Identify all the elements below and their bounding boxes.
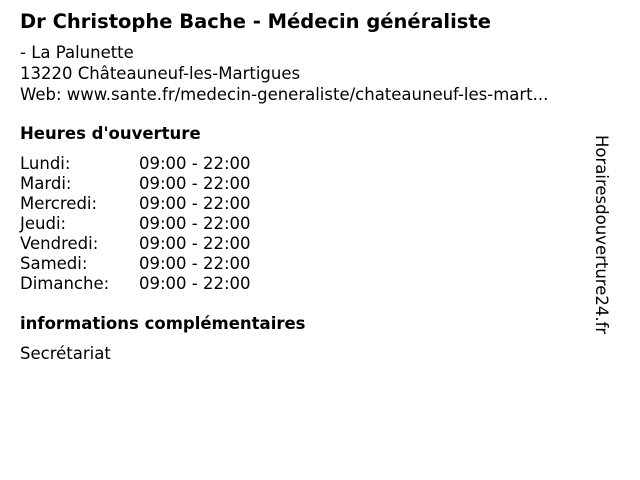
day-label: Mardi: (20, 174, 72, 193)
day-label: Samedi: (20, 254, 88, 273)
day-label: Mercredi: (20, 194, 98, 213)
additional-info-heading: informations complémentaires (20, 314, 306, 333)
time-range: 09:00 - 22:00 (139, 174, 251, 193)
site-watermark: Horairesdouverture24.fr (592, 135, 611, 335)
day-label: Dimanche: (20, 274, 110, 293)
address-city: 13220 Châteauneuf-les-Martigues (20, 64, 301, 83)
time-range: 09:00 - 22:00 (139, 154, 251, 173)
additional-info-text: Secrétariat (20, 344, 111, 363)
day-label: Jeudi: (20, 214, 67, 233)
time-range: 09:00 - 22:00 (139, 194, 251, 213)
day-label: Lundi: (20, 154, 71, 173)
address-web: Web: www.sante.fr/medecin-generaliste/chateauneuf-les-mart... (20, 85, 549, 104)
time-range: 09:00 - 22:00 (139, 274, 251, 293)
time-range: 09:00 - 22:00 (139, 254, 251, 273)
day-label: Vendredi: (20, 234, 99, 253)
time-range: 09:00 - 22:00 (139, 214, 251, 233)
opening-hours-heading: Heures d'ouverture (20, 124, 201, 143)
page-title: Dr Christophe Bache - Médecin généraliste (20, 10, 491, 33)
address-street: - La Palunette (20, 43, 134, 62)
time-range: 09:00 - 22:00 (139, 234, 251, 253)
